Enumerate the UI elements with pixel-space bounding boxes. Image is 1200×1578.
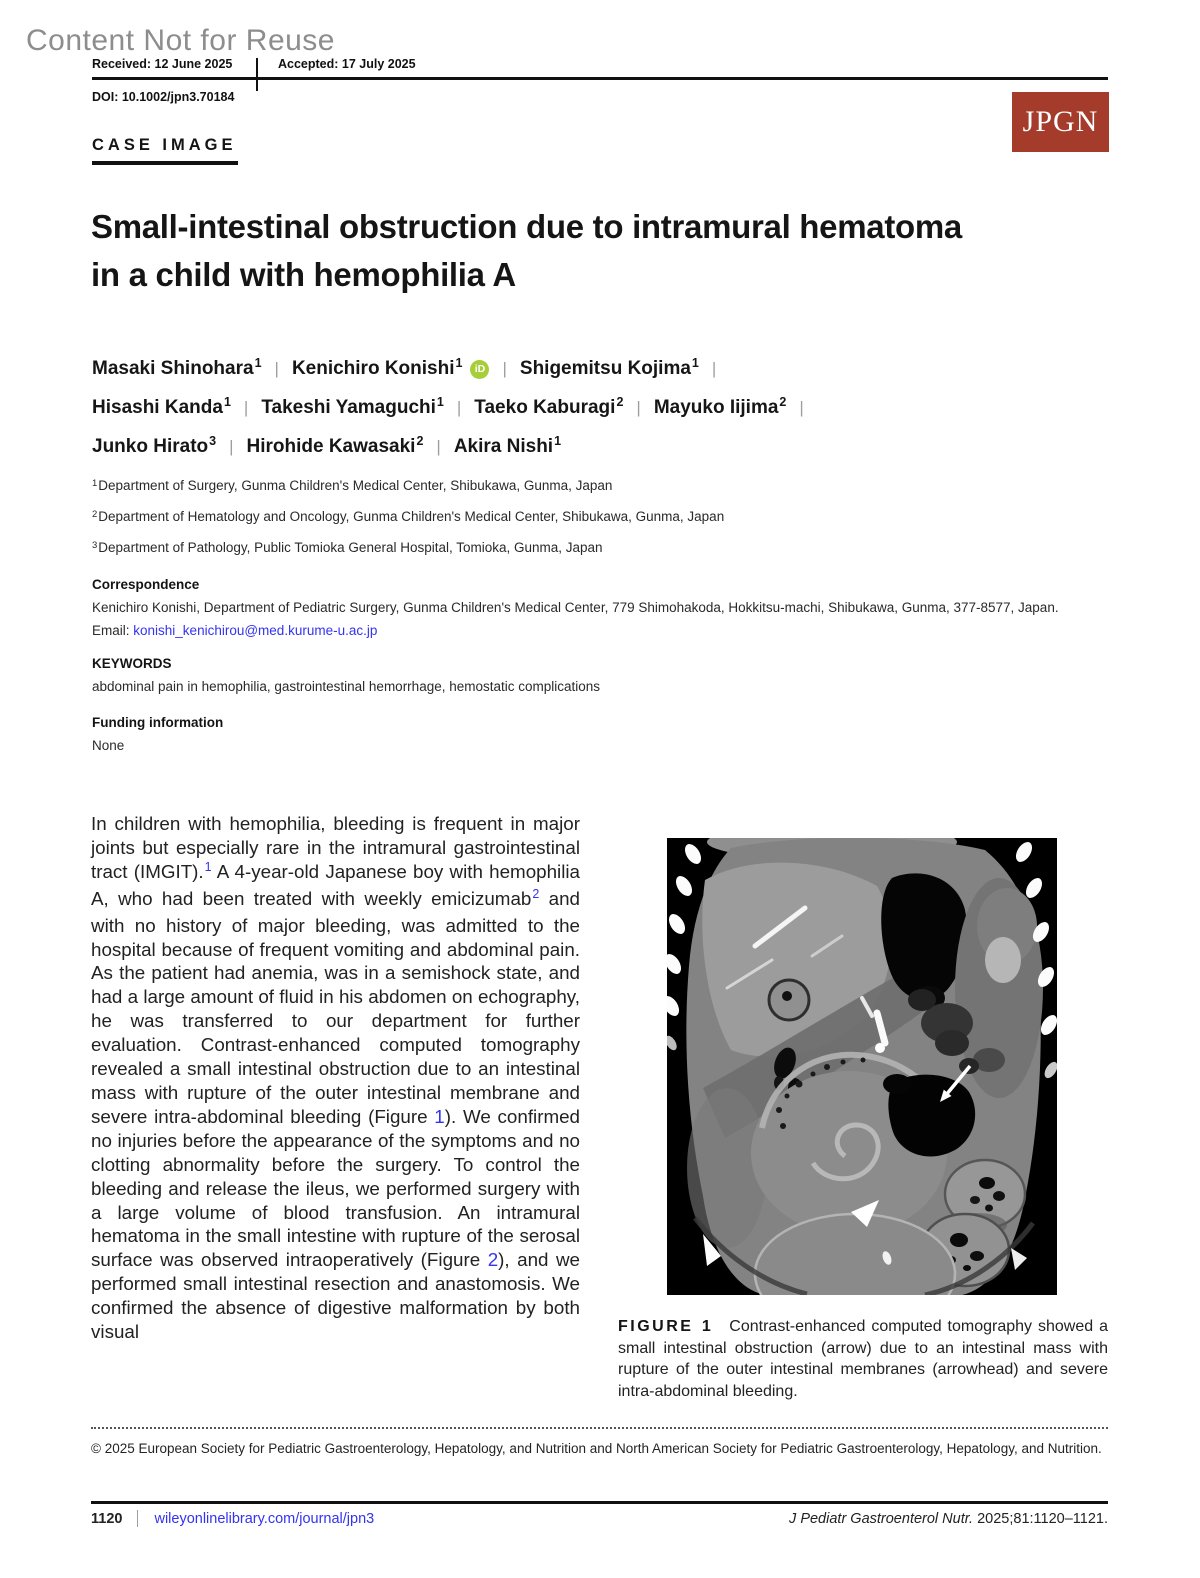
header-rule — [92, 77, 1108, 80]
figure1-caption — [618, 1316, 1108, 1402]
email-label: Email: — [92, 623, 130, 638]
reference-2-link[interactable]: 2 — [532, 886, 540, 901]
author-name: Mayuko Iijima — [653, 397, 779, 418]
keywords-section — [92, 652, 1108, 698]
author-name: Taeko Kaburagi — [474, 397, 616, 418]
figure1-label: FIGURE 1 — [618, 1318, 714, 1335]
copyright-text: © 2025 European Society for Pediatric Gastroenterology, Hepatology, and Nutrition and North American Society for Pediatric Gastroenterology, Hepatology, and Nutrition. — [91, 1441, 1102, 1456]
author-affil-sup: 1 — [223, 395, 231, 409]
affil-sup: 2 — [92, 509, 98, 520]
journal-url-link[interactable]: wileyonlinelibrary.com/journal/jpn3 — [154, 1510, 375, 1527]
correspondence-label: Correspondence — [92, 577, 200, 592]
author-affil-sup: 1 — [691, 356, 699, 370]
ct-scan-graphic — [667, 838, 1057, 1295]
page-number: 1120 — [91, 1510, 123, 1527]
email-link[interactable]: konishi_kenichirou@med.kurume-u.ac.jp — [133, 623, 378, 638]
title-line-1: Small-intestinal obstruction due to intramural hematoma — [91, 208, 962, 245]
author-separator: | — [456, 398, 462, 417]
page-title — [91, 203, 1106, 299]
affil-text: Department of Surgery, Gunma Children's Medical Center, Shibukawa, Gunma, Japan — [98, 478, 613, 493]
author-separator: | — [436, 437, 441, 456]
author-separator: | — [799, 398, 804, 417]
author-separator: | — [502, 359, 507, 378]
header-divider — [256, 58, 258, 91]
orcid-icon[interactable]: iD — [470, 360, 489, 379]
author-affil-sup: 1 — [455, 356, 463, 370]
body-paragraph: In children with hemophilia, bleeding is frequent in major joints but especially rare in the intramural gastrointestinal tract (IMGIT).$^1$ A 4-year-old Japanese boy with hemophilia A, who had been treated with weekly emicizumab$^2$ and with no history of major bleeding, was admitted to the hospital because of frequent vomiting and abdominal pain. As the patient had anemia, was in a semishock state, and had a large amount of fluid in his abdomen on echography, he was transferred to our department for further evaluation. Contrast-enhanced computed tomography revealed a small intestinal obstruction due to an intestinal mass with rupture of the outer intestinal membrane and severe intra-abdominal bleeding (Figure 1). We confirmed no injuries before the appearance of the symptoms and no clotting abnormality before the surgery. To control the bleeding and release the ileus, we performed surgery with a large volume of blood transfusion. An intramural hematoma in the small intestine with rupture of the serosal surface was observed intraoperatively (Figure 2), and we performed small intestinal resection and anastomosis. We confirmed the absence of digestive malformation by both visual — [91, 813, 580, 1343]
author-name: Takeshi Yamaguchi — [261, 397, 436, 418]
title-line-2: in a child with hemophilia A — [91, 256, 516, 293]
author-separator: | — [229, 437, 234, 456]
author-separator: | — [636, 398, 641, 417]
author-affil-sup: 1 — [254, 356, 262, 370]
accepted-date: Accepted: 17 July 2025 — [278, 57, 416, 71]
correspondence-text: Kenichiro Konishi, Department of Pediatric Surgery, Gunma Children's Medical Center, 779 Shimohakoda, Hokkitsu-machi, Shibukawa, Gunma, 377-8577, Japan. Email: konishi_kenichirou@med.kurume-u.ac.jp — [92, 600, 1059, 638]
author-name: Hirohide Kawasaki — [246, 436, 416, 457]
affiliation-1 — [92, 471, 724, 502]
author-affil-sup: 2 — [779, 395, 787, 409]
author-name: Shigemitsu Kojima — [519, 358, 691, 379]
citation-journal-name: J Pediatr Gastroenterol Nutr. — [789, 1510, 974, 1527]
journal-citation — [789, 1511, 1108, 1527]
funding-text: None — [92, 738, 125, 753]
author-affil-sup: 3 — [209, 434, 217, 448]
author-affil-sup: 1 — [554, 434, 562, 448]
figure1-ct-image — [667, 838, 1057, 1295]
author-line-3 — [92, 428, 1107, 467]
citation-detail: 2025;81:1120–1121. — [977, 1510, 1108, 1527]
article-type-underline — [92, 161, 238, 165]
author-separator: | — [274, 359, 279, 378]
article-type-label: CASE IMAGE — [92, 136, 237, 154]
figure1-caption-text: Contrast-enhanced computed tomography showed a small intestinal obstruction (arrow) due to an intestinal mass with rupture of the outer intestinal membranes (arrowhead) and severe intra-abdominal bleeding. — [618, 1318, 1108, 1400]
author-separator: | — [243, 398, 249, 417]
funding-section — [92, 711, 1108, 757]
footer-divider — [137, 1510, 138, 1527]
affil-text: Department of Hematology and Oncology, Gunma Children's Medical Center, Shibukawa, Gunma, Japan — [98, 509, 725, 524]
author-name: Hisashi Kanda — [92, 397, 223, 418]
footer-bar — [91, 1510, 1108, 1527]
doi-text: DOI: 10.1002/jpn3.70184 — [92, 90, 235, 104]
body-text-column — [91, 812, 580, 1344]
author-name: Akira Nishi — [453, 436, 554, 457]
content-reuse-watermark: Content Not for Reuse — [26, 24, 335, 57]
reference-1-link[interactable]: 1 — [204, 859, 212, 874]
keywords-text: abdominal pain in hemophilia, gastrointestinal hemorrhage, hemostatic complications — [92, 679, 601, 694]
funding-label: Funding information — [92, 715, 224, 730]
footer-rule — [91, 1501, 1108, 1504]
received-date: Received: 12 June 2025 — [92, 57, 233, 71]
affiliation-3 — [92, 533, 724, 564]
correspondence-section — [92, 573, 1108, 642]
author-affil-sup: 2 — [616, 395, 624, 409]
affiliation-2 — [92, 502, 724, 533]
affil-sup: 1 — [92, 478, 98, 489]
author-list — [92, 350, 1107, 467]
author-separator: | — [711, 359, 717, 378]
affil-text: Department of Pathology, Public Tomioka General Hospital, Tomioka, Gunma, Japan — [98, 540, 603, 555]
author-line-1 — [92, 350, 1107, 389]
author-affil-sup: 1 — [436, 395, 444, 409]
dotted-divider — [91, 1427, 1108, 1429]
keywords-label: KEYWORDS — [92, 656, 172, 671]
author-name: Junko Hirato — [92, 436, 209, 457]
affil-sup: 3 — [92, 540, 98, 551]
author-name: Kenichiro Konishi — [291, 358, 455, 379]
jpgn-journal-logo: JPGN — [1012, 92, 1109, 152]
author-line-2 — [92, 389, 1107, 428]
figure-1-link[interactable]: 1 — [434, 1105, 445, 1127]
author-affil-sup: 2 — [416, 434, 424, 448]
affiliations — [92, 471, 724, 564]
author-name: Masaki Shinohara — [92, 358, 254, 379]
figure-2-link[interactable]: 2 — [487, 1249, 499, 1271]
